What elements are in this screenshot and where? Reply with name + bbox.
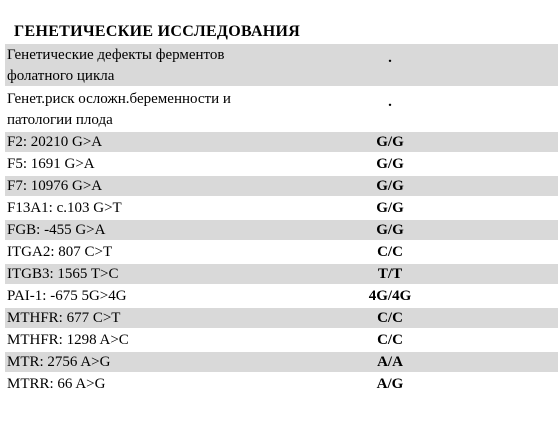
table-row <box>5 352 558 374</box>
test-result: G/G <box>376 177 404 194</box>
table-row <box>5 374 558 396</box>
test-name: MTHFR: 1298 A>C <box>7 331 129 348</box>
test-result: C/C <box>377 243 403 260</box>
test-result: . <box>388 50 392 66</box>
test-name: MTRR: 66 A>G <box>7 375 106 392</box>
test-name: ITGA2: 807 C>T <box>7 243 113 260</box>
table-row <box>5 220 558 242</box>
test-name: FGB: -455 G>A <box>7 221 106 238</box>
test-result: 4G/4G <box>368 287 412 304</box>
table-row <box>5 88 558 132</box>
test-result: . <box>388 94 392 110</box>
test-result: A/A <box>377 353 403 370</box>
test-result: A/G <box>376 375 404 392</box>
test-result: G/G <box>376 221 404 238</box>
test-result: G/G <box>376 199 404 216</box>
table-row <box>5 154 558 176</box>
table-row <box>5 286 558 308</box>
test-result: C/C <box>377 331 403 348</box>
table-row <box>5 198 558 220</box>
test-result: C/C <box>377 309 403 326</box>
table-row <box>5 44 558 88</box>
test-name: ITGB3: 1565 T>C <box>7 265 119 282</box>
test-name: Генетические дефекты ферментов фолатного цикла <box>7 47 225 84</box>
section-title: ГЕНЕТИЧЕСКИЕ ИССЛЕДОВАНИЯ <box>14 23 301 40</box>
table-row <box>5 242 558 264</box>
table-row <box>5 132 558 154</box>
table-row <box>5 264 558 286</box>
test-name: PAI-1: -675 5G>4G <box>7 287 127 304</box>
test-result: T/T <box>377 265 403 282</box>
results-table <box>5 44 558 396</box>
test-name: MTHFR: 677 C>T <box>7 309 121 326</box>
test-name: F13A1: c.103 G>T <box>7 199 122 216</box>
table-row <box>5 176 558 198</box>
test-name: MTR: 2756 A>G <box>7 353 111 370</box>
table-row <box>5 330 558 352</box>
test-name: F7: 10976 G>A <box>7 177 103 194</box>
table-row <box>5 308 558 330</box>
test-name: F2: 20210 G>A <box>7 133 103 150</box>
test-name: F5: 1691 G>A <box>7 155 95 172</box>
test-result: G/G <box>376 155 404 172</box>
test-name: Генет.риск осложн.беременности и патологии плода <box>7 91 231 128</box>
test-result: G/G <box>376 133 404 150</box>
